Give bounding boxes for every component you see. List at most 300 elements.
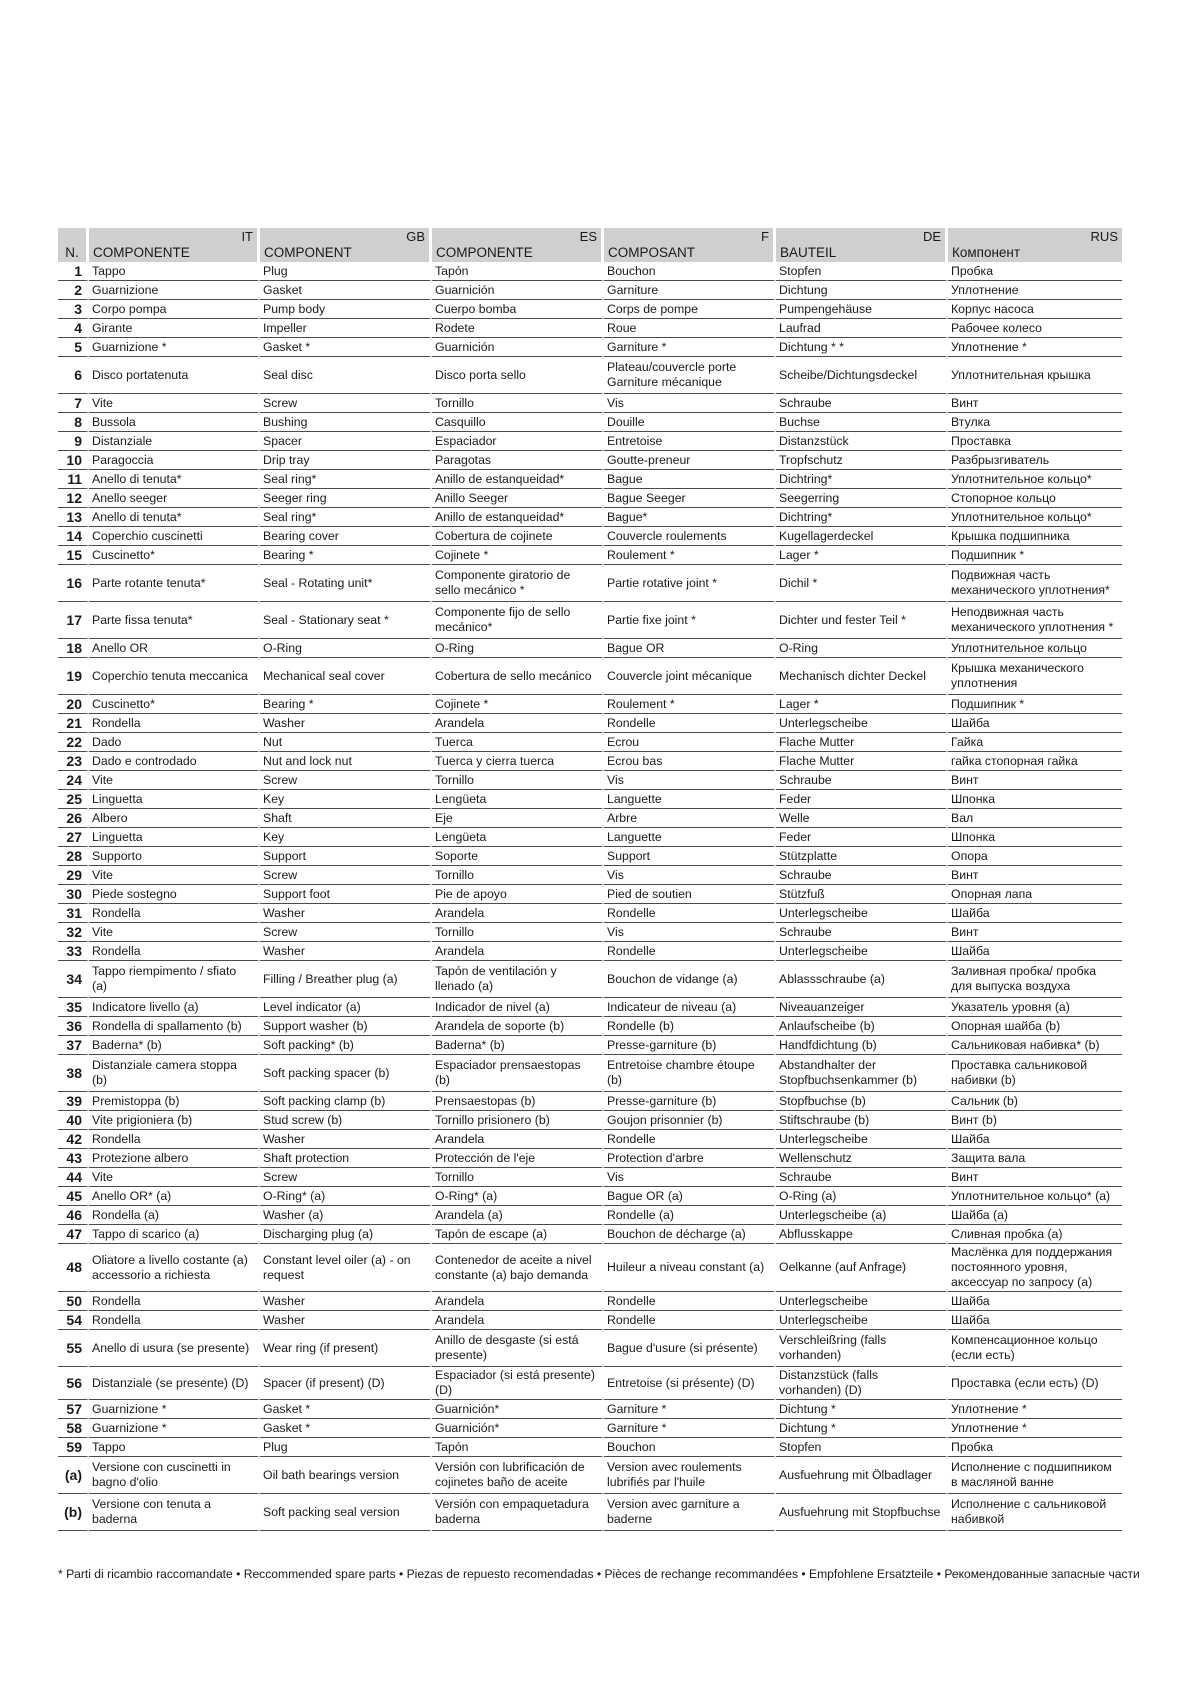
table-row (58, 394, 1122, 413)
cell-rus: Шайба (948, 942, 1122, 961)
cell-f: Indicateur de niveau (a) (604, 998, 776, 1017)
cell-it: Versione con tenuta a baderna (89, 1494, 260, 1531)
cell-it: Dado e controdado (89, 752, 260, 771)
cell-gb: Screw (260, 394, 432, 413)
cell-it: Anello di usura (se presente) (89, 1330, 260, 1367)
cell-rus: Винт (948, 1168, 1122, 1187)
cell-gb: Shaft (260, 809, 432, 828)
cell-es: Guarnición* (432, 1400, 604, 1419)
cell-de: Niveauanzeiger (776, 998, 948, 1017)
cell-es: Tapón (432, 1438, 604, 1457)
cell-number: 56 (58, 1367, 89, 1400)
cell-it: Vite (89, 771, 260, 790)
cell-f: Entretoise (604, 432, 776, 451)
cell-f: Ecrou bas (604, 752, 776, 771)
cell-f: Couvercle joint mécanique (604, 658, 776, 695)
cell-it: Guarnizione * (89, 338, 260, 357)
table-row (58, 1149, 1122, 1168)
header-it-code: IT (241, 229, 253, 244)
cell-f: Languette (604, 828, 776, 847)
table-row (58, 470, 1122, 489)
cell-gb: Screw (260, 1168, 432, 1187)
table-row (58, 357, 1122, 394)
cell-number: 11 (58, 470, 89, 489)
cell-it: Tappo (89, 1438, 260, 1457)
cell-es: Versión con empaquetadura baderna (432, 1494, 604, 1531)
cell-number: 50 (58, 1292, 89, 1311)
cell-number: 4 (58, 319, 89, 338)
table-body (58, 262, 1122, 1531)
cell-rus: Вал (948, 809, 1122, 828)
cell-gb: Gasket (260, 281, 432, 300)
cell-es: Espaciador (si está presente) (D) (432, 1367, 604, 1400)
cell-rus: Разбрызгиватель (948, 451, 1122, 470)
cell-f: Garniture (604, 281, 776, 300)
cell-gb: Washer (260, 942, 432, 961)
table-row (58, 338, 1122, 357)
cell-it: Rondella (89, 904, 260, 923)
cell-rus: Уплотнение * (948, 1400, 1122, 1419)
cell-f: Goujon prisonnier (b) (604, 1111, 776, 1130)
cell-it: Disco portatenuta (89, 357, 260, 394)
cell-rus: Проставка (948, 432, 1122, 451)
cell-de: Dichter und fester Teil * (776, 602, 948, 639)
cell-de: Unterlegscheibe (776, 1130, 948, 1149)
table-row (58, 866, 1122, 885)
cell-f: Douille (604, 413, 776, 432)
cell-rus: Втулка (948, 413, 1122, 432)
cell-rus: Стопорное кольцо (948, 489, 1122, 508)
cell-de: Stiftschraube (b) (776, 1111, 948, 1130)
cell-number: 54 (58, 1311, 89, 1330)
cell-es: Componente giratorio de sello mecánico * (432, 565, 604, 602)
cell-de: Schraube (776, 1168, 948, 1187)
cell-de: Oelkanne (auf Anfrage) (776, 1244, 948, 1292)
cell-it: Albero (89, 809, 260, 828)
cell-number: 3 (58, 300, 89, 319)
cell-gb: Mechanical seal cover (260, 658, 432, 695)
cell-de: Welle (776, 809, 948, 828)
cell-f: Rondelle (604, 1292, 776, 1311)
cell-rus: Сливная пробка (a) (948, 1225, 1122, 1244)
cell-es: Tornillo (432, 866, 604, 885)
cell-f: Vis (604, 923, 776, 942)
cell-es: Guarnición (432, 338, 604, 357)
cell-f: Bague OR (604, 639, 776, 658)
cell-f: Garniture * (604, 338, 776, 357)
cell-rus: Винт (948, 866, 1122, 885)
cell-es: Casquillo (432, 413, 604, 432)
table-row (58, 1400, 1122, 1419)
cell-rus: Уплотнительное кольцо (948, 639, 1122, 658)
cell-it: Oliatore a livello costante (a) accessorio a richiesta (89, 1244, 260, 1292)
header-number (58, 228, 89, 262)
table-row (58, 546, 1122, 565)
cell-es: Pie de apoyo (432, 885, 604, 904)
table-row (58, 904, 1122, 923)
cell-number: 38 (58, 1055, 89, 1092)
cell-number: 42 (58, 1130, 89, 1149)
cell-f: Rondelle (b) (604, 1017, 776, 1036)
cell-gb: O-Ring* (a) (260, 1187, 432, 1206)
table-row (58, 771, 1122, 790)
table-row (58, 1419, 1122, 1438)
cell-es: Arandela (432, 904, 604, 923)
cell-number: 7 (58, 394, 89, 413)
cell-number: 47 (58, 1225, 89, 1244)
cell-number: 5 (58, 338, 89, 357)
cell-number: 27 (58, 828, 89, 847)
cell-f: Bouchon (604, 262, 776, 281)
cell-number: 36 (58, 1017, 89, 1036)
cell-number: 31 (58, 904, 89, 923)
cell-de: Stützplatte (776, 847, 948, 866)
header-es-code: ES (579, 229, 597, 244)
cell-de: Unterlegscheibe (776, 1292, 948, 1311)
cell-gb: Washer (a) (260, 1206, 432, 1225)
cell-it: Girante (89, 319, 260, 338)
cell-it: Anello OR* (a) (89, 1187, 260, 1206)
cell-f: Bague d'usure (si présente) (604, 1330, 776, 1367)
cell-es: Eje (432, 809, 604, 828)
cell-f: Entretoise (si présente) (D) (604, 1367, 776, 1400)
cell-es: Anillo de estanqueidad* (432, 470, 604, 489)
cell-f: Huileur a niveau constant (a) (604, 1244, 776, 1292)
cell-rus: Опора (948, 847, 1122, 866)
cell-it: Distanziale (89, 432, 260, 451)
cell-it: Rondella (a) (89, 1206, 260, 1225)
cell-f: Presse-garniture (b) (604, 1092, 776, 1111)
cell-es: Espaciador prensaestopas (b) (432, 1055, 604, 1092)
cell-gb: Nut and lock nut (260, 752, 432, 771)
cell-de: O-Ring (776, 639, 948, 658)
cell-number: 20 (58, 695, 89, 714)
cell-es: Anillo de estanqueidad* (432, 508, 604, 527)
cell-f: Partie fixe joint * (604, 602, 776, 639)
table-row (58, 1457, 1122, 1494)
cell-es: Arandela (432, 1292, 604, 1311)
cell-f: Bouchon de décharge (a) (604, 1225, 776, 1244)
cell-rus: Проставка (если есть) (D) (948, 1367, 1122, 1400)
cell-de: Laufrad (776, 319, 948, 338)
header-rus-code: RUS (1090, 229, 1118, 244)
cell-f: Version avec garniture a baderne (604, 1494, 776, 1531)
cell-es: Arandela de soporte (b) (432, 1017, 604, 1036)
cell-f: Roulement * (604, 546, 776, 565)
cell-es: Arandela (432, 1311, 604, 1330)
cell-de: Abflusskappe (776, 1225, 948, 1244)
cell-es: Tuerca (432, 733, 604, 752)
cell-de: Ausfuehrung mit Ölbadlager (776, 1457, 948, 1494)
cell-f: Protection d'arbre (604, 1149, 776, 1168)
cell-de: Schraube (776, 771, 948, 790)
header-gb (260, 228, 432, 262)
table-row (58, 961, 1122, 998)
cell-f: Plateau/couvercle porte Garniture mécanique (604, 357, 776, 394)
cell-gb: Plug (260, 262, 432, 281)
cell-f: Couvercle roulements (604, 527, 776, 546)
cell-number: 16 (58, 565, 89, 602)
cell-gb: Wear ring (if present) (260, 1330, 432, 1367)
cell-number: 32 (58, 923, 89, 942)
cell-de: Flache Mutter (776, 733, 948, 752)
cell-f: Presse-garniture (b) (604, 1036, 776, 1055)
cell-gb: Pump body (260, 300, 432, 319)
cell-rus: Пробка (948, 262, 1122, 281)
table-row (58, 565, 1122, 602)
cell-es: Lengüeta (432, 790, 604, 809)
cell-it: Indicatore livello (a) (89, 998, 260, 1017)
cell-gb: Washer (260, 904, 432, 923)
cell-rus: Подшипник * (948, 695, 1122, 714)
cell-es: Espaciador (432, 432, 604, 451)
cell-es: Cobertura de cojinete (432, 527, 604, 546)
table-row (58, 1187, 1122, 1206)
table-row (58, 1111, 1122, 1130)
cell-number: 23 (58, 752, 89, 771)
table-row (58, 714, 1122, 733)
cell-rus: Компенсационное кольцо (если есть) (948, 1330, 1122, 1367)
cell-number: 35 (58, 998, 89, 1017)
spare-parts-footnote: * Parti di ricambio raccomandate • Reccommended spare parts • Piezas de repuesto recomendadas • Pièces de rechange recommandées • Empfohlene Ersatzteile • Рекомендованные запасные части (58, 1567, 1140, 1581)
cell-f: Languette (604, 790, 776, 809)
cell-de: Unterlegscheibe (776, 714, 948, 733)
cell-f: Goutte-preneur (604, 451, 776, 470)
cell-gb: Filling / Breather plug (a) (260, 961, 432, 998)
cell-rus: Уплотнительное кольцо* (948, 508, 1122, 527)
cell-de: Lager * (776, 695, 948, 714)
cell-number: 55 (58, 1330, 89, 1367)
cell-rus: Шайба (948, 904, 1122, 923)
cell-it: Bussola (89, 413, 260, 432)
cell-gb: Washer (260, 1292, 432, 1311)
table-row (58, 790, 1122, 809)
spare-parts-table (58, 228, 1122, 1531)
cell-es: Cobertura de sello mecánico (432, 658, 604, 695)
table-row (58, 1036, 1122, 1055)
cell-f: Pied de soutien (604, 885, 776, 904)
cell-gb: Discharging plug (a) (260, 1225, 432, 1244)
cell-number: 43 (58, 1149, 89, 1168)
cell-es: Tapón de escape (a) (432, 1225, 604, 1244)
cell-de: Kugellagerdeckel (776, 527, 948, 546)
cell-f: Garniture * (604, 1400, 776, 1419)
cell-de: Stopfen (776, 262, 948, 281)
table-header-row (58, 228, 1122, 262)
table-row (58, 1017, 1122, 1036)
cell-de: Distanzstück (776, 432, 948, 451)
cell-de: Feder (776, 828, 948, 847)
cell-f: Arbre (604, 809, 776, 828)
cell-gb: Plug (260, 1438, 432, 1457)
cell-es: Cuerpo bomba (432, 300, 604, 319)
cell-es: Contenedor de aceite a nivel constante (a) bajo demanda (432, 1244, 604, 1292)
cell-de: Dichtring* (776, 508, 948, 527)
cell-de: Lager * (776, 546, 948, 565)
cell-gb: Impeller (260, 319, 432, 338)
cell-f: Roulement * (604, 695, 776, 714)
cell-number: 40 (58, 1111, 89, 1130)
cell-gb: Key (260, 828, 432, 847)
table-row (58, 1055, 1122, 1092)
cell-es: Arandela (432, 942, 604, 961)
table-row (58, 1438, 1122, 1457)
header-it-label: COMPONENTE (93, 245, 190, 260)
cell-number: 34 (58, 961, 89, 998)
cell-es: Tornillo (432, 771, 604, 790)
cell-number: 26 (58, 809, 89, 828)
cell-number: 18 (58, 639, 89, 658)
cell-es: Guarnición* (432, 1419, 604, 1438)
cell-gb: Screw (260, 771, 432, 790)
cell-number: 14 (58, 527, 89, 546)
cell-gb: Gasket * (260, 1400, 432, 1419)
cell-gb: Seal ring* (260, 470, 432, 489)
table-row (58, 1494, 1122, 1531)
cell-f: Rondelle (604, 1130, 776, 1149)
header-es-label: COMPONENTE (436, 245, 533, 260)
cell-de: Dichtung * (776, 1400, 948, 1419)
cell-number: 39 (58, 1092, 89, 1111)
cell-number: 44 (58, 1168, 89, 1187)
cell-rus: Уплотнительная крышка (948, 357, 1122, 394)
cell-es: Arandela (432, 1130, 604, 1149)
table-row (58, 489, 1122, 508)
cell-f: Entretoise chambre étoupe (b) (604, 1055, 776, 1092)
table-row (58, 451, 1122, 470)
cell-rus: Крышка механического уплотнения (948, 658, 1122, 695)
cell-number: 15 (58, 546, 89, 565)
cell-it: Distanziale camera stoppa (b) (89, 1055, 260, 1092)
cell-gb: Washer (260, 1130, 432, 1149)
cell-es: Tapón de ventilación y llenado (a) (432, 961, 604, 998)
cell-de: Schraube (776, 394, 948, 413)
cell-es: Cojinete * (432, 695, 604, 714)
cell-gb: Screw (260, 923, 432, 942)
cell-rus: Гайка (948, 733, 1122, 752)
cell-it: Linguetta (89, 828, 260, 847)
cell-de: Verschleißring (falls vorhanden) (776, 1330, 948, 1367)
table-row (58, 885, 1122, 904)
cell-gb: Seal disc (260, 357, 432, 394)
cell-f: Bague OR (a) (604, 1187, 776, 1206)
cell-de: Handfdichtung (b) (776, 1036, 948, 1055)
table-row (58, 923, 1122, 942)
cell-it: Vite prigioniera (b) (89, 1111, 260, 1130)
cell-rus: Крышка подшипника (948, 527, 1122, 546)
cell-it: Distanziale (se presente) (D) (89, 1367, 260, 1400)
cell-rus: Шайба (a) (948, 1206, 1122, 1225)
cell-f: Bague* (604, 508, 776, 527)
cell-it: Supporto (89, 847, 260, 866)
cell-rus: Шайба (948, 1130, 1122, 1149)
cell-number: 13 (58, 508, 89, 527)
table-row (58, 1225, 1122, 1244)
cell-es: Cojinete * (432, 546, 604, 565)
cell-f: Rondelle (a) (604, 1206, 776, 1225)
cell-number: 22 (58, 733, 89, 752)
cell-de: Schraube (776, 866, 948, 885)
cell-it: Parte fissa tenuta* (89, 602, 260, 639)
cell-number: 58 (58, 1419, 89, 1438)
cell-number: 57 (58, 1400, 89, 1419)
cell-number: 48 (58, 1244, 89, 1292)
cell-f: Vis (604, 394, 776, 413)
cell-it: Parte rotante tenuta* (89, 565, 260, 602)
cell-number: 24 (58, 771, 89, 790)
cell-de: Flache Mutter (776, 752, 948, 771)
cell-f: Vis (604, 771, 776, 790)
cell-rus: Уплотнение * (948, 1419, 1122, 1438)
cell-it: Coperchio tenuta meccanica (89, 658, 260, 695)
header-f-code: F (761, 229, 769, 244)
cell-it: Linguetta (89, 790, 260, 809)
cell-it: Vite (89, 1168, 260, 1187)
cell-rus: Проставка сальниковой набивки (b) (948, 1055, 1122, 1092)
table-row (58, 733, 1122, 752)
cell-es: Indicador de nivel (a) (432, 998, 604, 1017)
cell-de: Tropfschutz (776, 451, 948, 470)
cell-es: Baderna* (b) (432, 1036, 604, 1055)
cell-de: Unterlegscheibe (a) (776, 1206, 948, 1225)
table-row (58, 319, 1122, 338)
cell-es: Guarnición (432, 281, 604, 300)
cell-number: 30 (58, 885, 89, 904)
cell-es: Arandela (432, 714, 604, 733)
cell-es: Paragotas (432, 451, 604, 470)
cell-number: (a) (58, 1457, 89, 1494)
cell-de: Unterlegscheibe (776, 1311, 948, 1330)
header-de (776, 228, 948, 262)
cell-es: Tornillo (432, 1168, 604, 1187)
cell-f: Partie rotative joint * (604, 565, 776, 602)
cell-gb: Gasket * (260, 1419, 432, 1438)
cell-gb: Seal ring* (260, 508, 432, 527)
cell-es: Anillo Seeger (432, 489, 604, 508)
cell-es: Tornillo prisionero (b) (432, 1111, 604, 1130)
cell-de: Buchse (776, 413, 948, 432)
cell-es: Tornillo (432, 394, 604, 413)
cell-rus: Маслёнка для поддержания постоянного уровня, аксессуар по запросу (a) (948, 1244, 1122, 1292)
cell-it: Anello di tenuta* (89, 470, 260, 489)
cell-it: Rondella (89, 1292, 260, 1311)
cell-de: Pumpengehäuse (776, 300, 948, 319)
cell-rus: Пробка (948, 1438, 1122, 1457)
table-row (58, 828, 1122, 847)
cell-rus: Шайба (948, 1311, 1122, 1330)
cell-gb: Spacer (260, 432, 432, 451)
table-row (58, 602, 1122, 639)
cell-de: Unterlegscheibe (776, 904, 948, 923)
cell-it: Guarnizione (89, 281, 260, 300)
cell-gb: Drip tray (260, 451, 432, 470)
header-it (89, 228, 260, 262)
table-row (58, 300, 1122, 319)
cell-it: Rondella (89, 1130, 260, 1149)
cell-de: Seegerring (776, 489, 948, 508)
cell-number: 8 (58, 413, 89, 432)
cell-number: 25 (58, 790, 89, 809)
cell-number: (b) (58, 1494, 89, 1531)
cell-number: 10 (58, 451, 89, 470)
cell-number: 17 (58, 602, 89, 639)
cell-gb: Stud screw (b) (260, 1111, 432, 1130)
cell-de: Dichtring* (776, 470, 948, 489)
table-row (58, 752, 1122, 771)
cell-rus: Опорная шайба (b) (948, 1017, 1122, 1036)
cell-number: 37 (58, 1036, 89, 1055)
cell-number: 59 (58, 1438, 89, 1457)
